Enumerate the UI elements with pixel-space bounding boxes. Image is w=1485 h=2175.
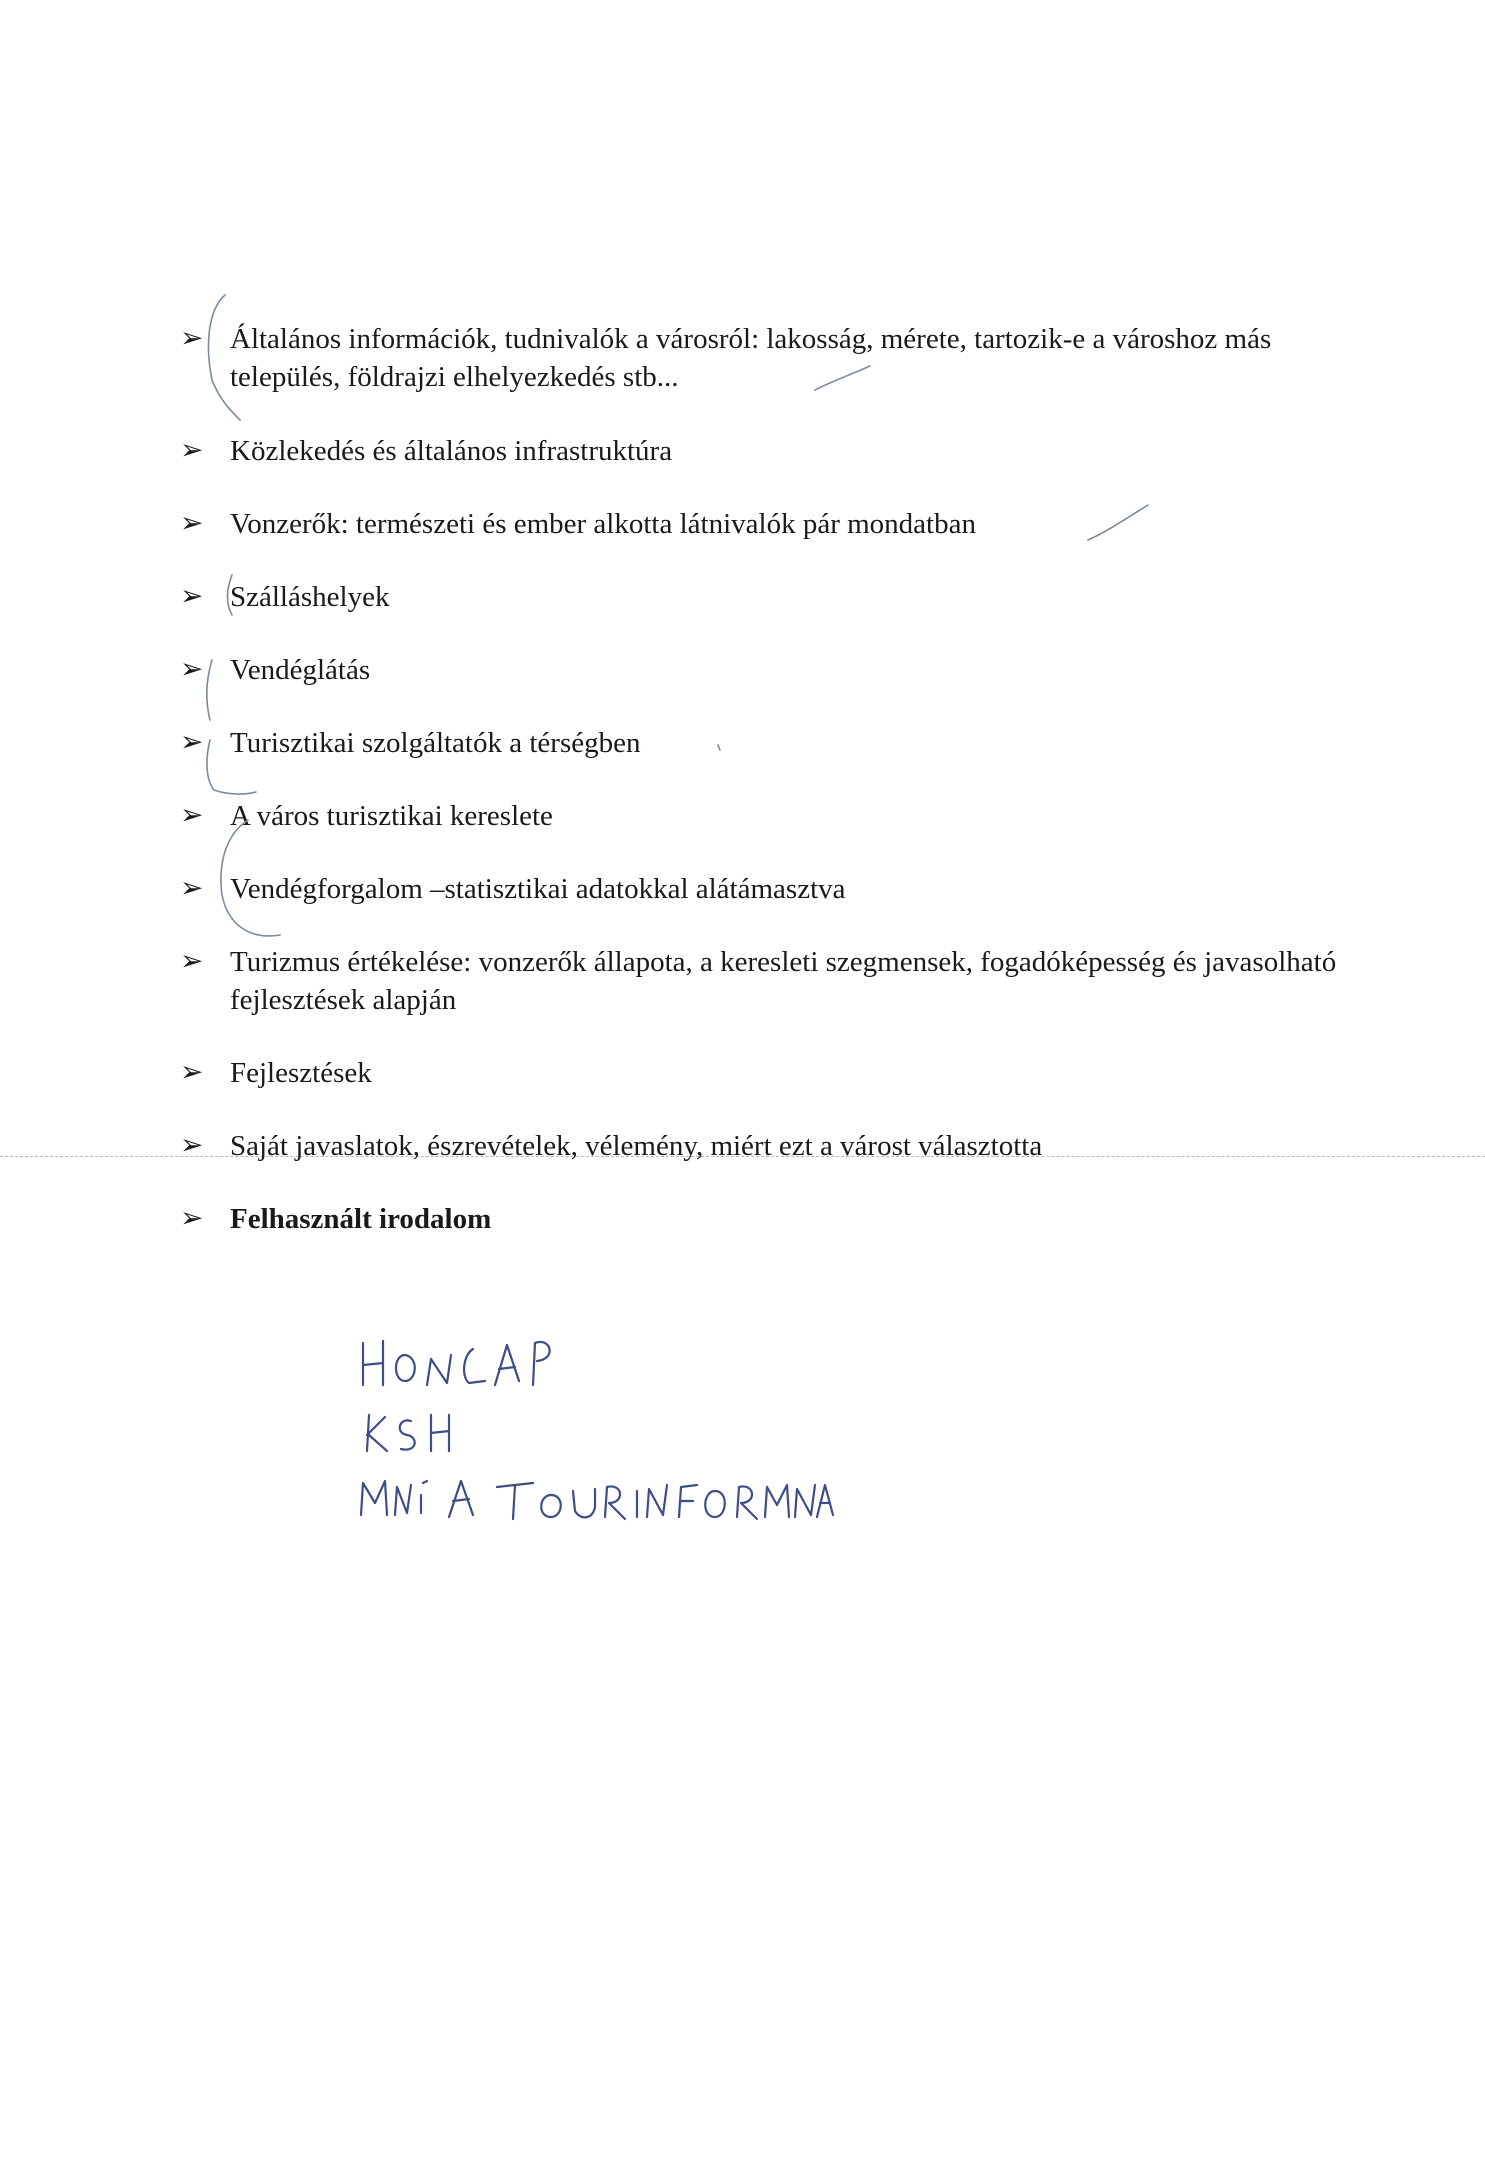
list-item	[180, 1200, 1340, 1238]
list-item	[180, 870, 1340, 908]
list-item	[180, 651, 1340, 689]
list-item-text: Vendégforgalom –statisztikai adatokkal alátámasztva	[230, 873, 846, 905]
arrow-bullet-icon: ➢	[180, 1130, 204, 1161]
arrow-bullet-icon: ➢	[180, 323, 204, 354]
list-item	[180, 943, 1340, 1019]
list-item-text: Turisztikai szolgáltatók a térségben	[230, 727, 641, 759]
arrow-bullet-icon: ➢	[180, 435, 204, 466]
list-item	[180, 797, 1340, 835]
list-item-text: Szálláshelyek	[230, 581, 390, 613]
arrow-bullet-icon: ➢	[180, 946, 204, 977]
handwritten-note-drawing	[355, 1325, 835, 1565]
list-item-text: A város turisztikai kereslete	[230, 800, 553, 832]
list-item-text: Közlekedés és általános infrastruktúra	[230, 435, 673, 467]
list-item	[180, 320, 1340, 396]
list-item	[180, 1054, 1340, 1092]
arrow-bullet-icon: ➢	[180, 1057, 204, 1088]
list-item	[180, 1127, 1340, 1165]
list-item-text: Saját javaslatok, észrevételek, vélemény, miért ezt a várost választotta	[230, 1130, 1043, 1162]
arrow-bullet-icon: ➢	[180, 873, 204, 904]
list-item-text: Vendéglátás	[230, 654, 371, 686]
arrow-bullet-icon: ➢	[180, 654, 204, 685]
list-item-text: Turizmus értékelése: vonzerők állapota, a keresleti szegmensek, fogadóképesség és javasolható fejlesztések alapján	[230, 946, 1337, 1016]
list-item	[180, 578, 1340, 616]
arrow-bullet-icon: ➢	[180, 727, 204, 758]
arrow-bullet-icon: ➢	[180, 508, 204, 539]
list-item-text: Fejlesztések	[230, 1057, 372, 1089]
list-item-text: Általános információk, tudnivalók a városról: lakosság, mérete, tartozik-e a városhoz más település, földrajzi elhelyezkedés stb...	[230, 323, 1272, 393]
arrow-bullet-icon: ➢	[180, 800, 204, 831]
arrow-bullet-icon: ➢	[180, 581, 204, 612]
list-item	[180, 724, 1340, 762]
arrow-bullet-icon: ➢	[180, 1203, 204, 1234]
list-item	[180, 505, 1340, 543]
list-item-text: Vonzerők: természeti és ember alkotta látnivalók pár mondatban	[230, 508, 976, 540]
list-item-text: Felhasznált irodalom	[230, 1203, 492, 1235]
list-item	[180, 432, 1340, 470]
